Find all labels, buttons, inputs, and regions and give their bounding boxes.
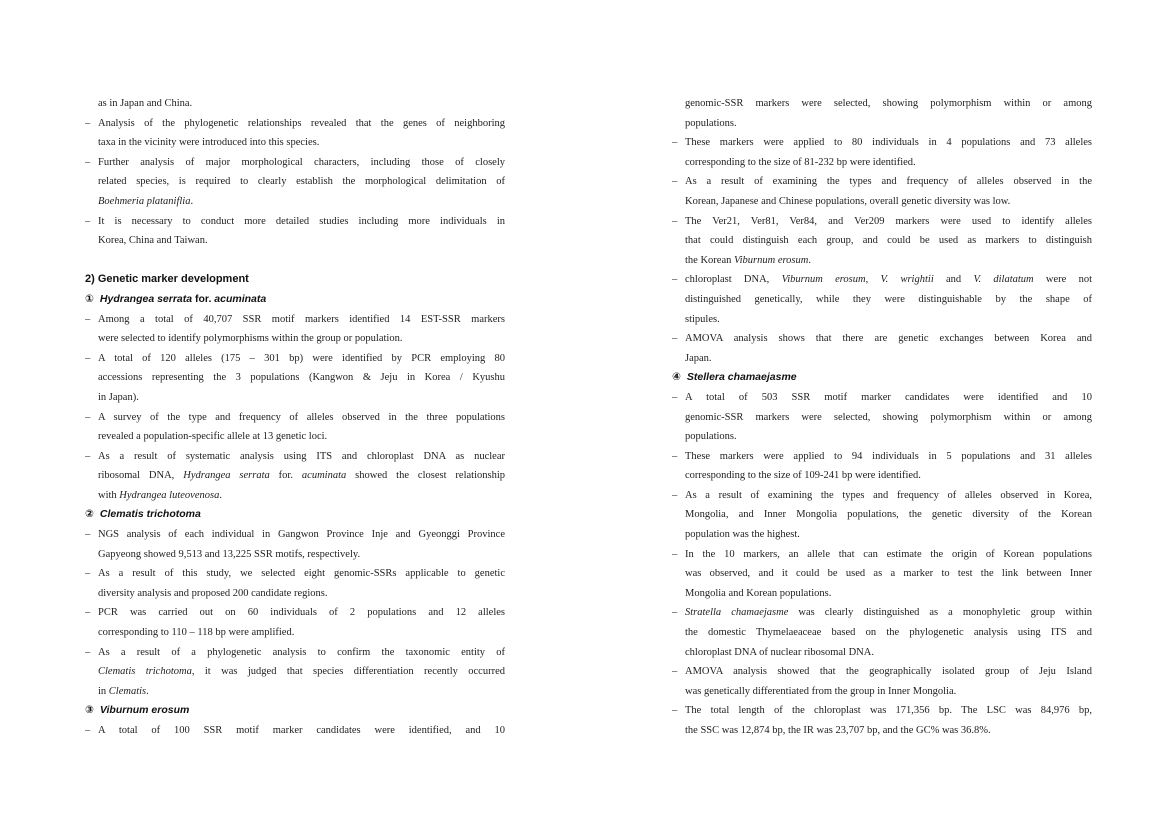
text-span: population was the highest.	[685, 529, 800, 541]
italic-text: Hydrangea luteovenosa	[119, 489, 220, 501]
text-line	[672, 192, 1092, 212]
text-line	[85, 623, 505, 643]
bullet-line	[85, 408, 505, 428]
text-span: Gapyeong showed 9,513 and 13,225 SSR motifs, respectively.	[98, 548, 361, 560]
bullet-line	[672, 662, 1092, 682]
bullet-dash: –	[672, 548, 678, 560]
text-span: related species, is required to clearly establish the morphological delimitation of	[98, 176, 505, 188]
text-line	[672, 349, 1092, 369]
italic-text: acuminata	[301, 470, 347, 482]
bullet-dash: –	[672, 391, 678, 403]
text-line	[672, 584, 1092, 604]
species-subheading	[85, 290, 505, 310]
bullet-dash: –	[85, 117, 91, 129]
text-span: As a result of examining the types and frequency of alleles observed in the	[685, 176, 1092, 188]
italic-text: Viburnum erosum	[781, 274, 866, 286]
text-line	[85, 584, 505, 604]
text-span: that could distinguish each group, and could be used as markers to distinguish	[685, 235, 1092, 247]
text-line	[672, 251, 1092, 271]
text-span: were selected to identify polymorphisms within the group or population.	[98, 333, 403, 345]
text-span: As a result of this study, we selected eight genomic-SSRs applicable to genetic	[98, 568, 505, 580]
text-span: Korea, China and Taiwan.	[98, 235, 208, 247]
text-span: Mongolia, and Inner Mongolia populations, the genetic diversity of the Korean	[685, 509, 1092, 521]
species-subheading	[85, 701, 505, 721]
text-span: As a result of examining the types and frequency of alleles observed in Korea,	[685, 489, 1092, 501]
text-line	[672, 682, 1092, 702]
text-span: A total of 100 SSR motif marker candidates were identified, and 10	[98, 725, 505, 736]
bullet-dash: –	[672, 489, 678, 501]
text-span: as in Japan and China.	[98, 98, 193, 109]
text-line	[672, 310, 1092, 330]
text-line	[85, 545, 505, 565]
text-span: corresponding to 110 – 118 bp were amplified.	[98, 627, 295, 639]
text-line	[85, 192, 505, 212]
section-heading	[85, 270, 505, 290]
text-span: These markers were applied to 80 individuals in 4 populations and 73 alleles	[685, 137, 1092, 149]
text-span: chloroplast DNA of nuclear ribosomal DNA.	[685, 646, 874, 658]
text-span: was observed, and it could be used as a marker to test the link between Inner	[685, 568, 1092, 580]
text-span: NGS analysis of each individual in Gangwon Province Inje and Gyeonggi Province	[98, 529, 505, 541]
text-span: The Ver21, Ver81, Ver84, and Ver209 markers were used to identify alleles	[685, 215, 1092, 227]
italic-text: Hydrangea serrata	[99, 292, 193, 305]
text-span: distinguished genetically, while they were distinguishable by the shape of	[685, 293, 1092, 305]
text-line	[85, 172, 505, 192]
text-span: Among a total of 40,707 SSR motif markers identified 14 EST-SSR markers	[98, 313, 505, 325]
italic-text: Viburnum erosum	[99, 704, 190, 717]
bullet-line	[672, 172, 1092, 192]
text-span: As a result of systematic analysis using ITS and chloroplast DNA as nuclear	[98, 450, 505, 462]
text-line	[672, 525, 1092, 545]
bullet-line	[672, 545, 1092, 565]
bullet-dash: –	[85, 313, 91, 325]
bullet-line	[85, 603, 505, 623]
bullet-line	[85, 212, 505, 232]
text-span: Analysis of the phylogenetic relationships revealed that the genes of neighboring	[98, 117, 505, 129]
italic-text: Hydrangea serrata	[183, 470, 270, 482]
text-span: Japan.	[685, 352, 712, 364]
right-column	[672, 94, 1092, 741]
text-line	[672, 94, 1092, 114]
bullet-line	[672, 133, 1092, 153]
bullet-line	[85, 310, 505, 330]
text-line	[672, 114, 1092, 134]
bullet-line	[85, 525, 505, 545]
text-span: showed the closest relationship	[346, 470, 505, 482]
bullet-dash: –	[672, 176, 678, 188]
text-line	[672, 623, 1092, 643]
text-line	[672, 466, 1092, 486]
subheading-number: ④	[672, 371, 681, 384]
bullet-line	[672, 603, 1092, 623]
bullet-line	[672, 486, 1092, 506]
bullet-dash: –	[672, 607, 678, 619]
text-span: These markers were applied to 94 individuals in 5 populations and 31 alleles	[685, 450, 1092, 462]
text-line	[85, 427, 505, 447]
text-span: The total length of the chloroplast was 171,356 bp. The LSC was 84,976 bp,	[685, 705, 1092, 717]
text-line	[85, 388, 505, 408]
text-span: ,	[865, 274, 881, 286]
text-span: with	[98, 489, 120, 501]
text-span: stipules.	[685, 313, 720, 325]
text-line	[672, 643, 1092, 663]
species-subheading	[672, 368, 1092, 388]
text-span: the Korean	[685, 254, 734, 266]
bullet-line	[672, 388, 1092, 408]
italic-text: Stellera chamaejasme	[686, 371, 797, 384]
text-span: the domestic Thymelaeaceae based on the phylogenetic analysis using ITS and	[685, 627, 1092, 639]
bullet-dash: –	[85, 568, 91, 580]
text-span: A total of 120 alleles (175 – 301 bp) were identified by PCR employing 80	[98, 352, 505, 364]
italic-text: Clematis trichotoma	[98, 666, 192, 678]
italic-text: Clematis trichotoma	[99, 508, 201, 521]
subheading-number: ③	[85, 704, 94, 717]
text-line	[85, 486, 505, 506]
text-span: populations.	[685, 431, 737, 443]
bullet-dash: –	[672, 666, 678, 678]
subheading-number: ①	[85, 292, 94, 305]
text-span: corresponding to the size of 109-241 bp were identified.	[685, 470, 921, 482]
bullet-dash: –	[85, 156, 91, 168]
text-line	[85, 231, 505, 251]
text-span: accessions representing the 3 populations (Kangwon & Jeju in Korea / Kyushu	[98, 372, 505, 384]
bullet-line	[85, 643, 505, 663]
italic-text: Viburnum erosum	[733, 254, 809, 266]
text-line	[85, 133, 505, 153]
blank-line	[85, 251, 505, 271]
italic-text: Clematis	[108, 685, 147, 697]
species-subheading	[85, 505, 505, 525]
bullet-dash: –	[672, 274, 678, 286]
bullet-dash: –	[672, 215, 678, 227]
text-span: Korean, Japanese and Chinese populations, overall genetic diversity was low.	[685, 195, 1011, 207]
text-span: PCR was carried out on 60 individuals of 2 populations and 12 alleles	[98, 607, 505, 619]
bullet-dash: –	[85, 215, 91, 227]
italic-text: V. wrightii	[880, 274, 934, 286]
text-span: Mongolia and Korean populations.	[685, 587, 832, 599]
text-line	[672, 427, 1092, 447]
text-line	[85, 466, 505, 486]
text-line	[672, 153, 1092, 173]
text-span: for.	[192, 292, 215, 305]
text-line	[672, 290, 1092, 310]
italic-text: Boehmeria plataniflia	[98, 195, 191, 207]
italic-text: acuminata	[214, 292, 267, 305]
text-span: in	[98, 685, 109, 697]
text-span: chloroplast DNA,	[685, 274, 782, 286]
bullet-line	[85, 564, 505, 584]
bullet-dash: –	[672, 705, 678, 717]
bullet-line	[672, 270, 1092, 290]
bullet-line	[85, 153, 505, 173]
text-span: was clearly distinguished as a monophyletic group within	[788, 607, 1092, 619]
text-span: genomic-SSR markers were selected, showing polymorphism within or among	[685, 411, 1092, 423]
bullet-dash: –	[672, 137, 678, 149]
text-span: in Japan).	[98, 391, 139, 403]
text-line	[672, 564, 1092, 584]
text-line	[672, 408, 1092, 428]
bullet-dash: –	[85, 411, 91, 423]
text-line	[672, 231, 1092, 251]
bullet-line	[85, 721, 505, 741]
text-span: AMOVA analysis shows that there are genetic exchanges between Korea and	[685, 333, 1092, 345]
text-span: .	[190, 195, 194, 207]
text-line	[85, 682, 505, 702]
text-span: 2) Genetic marker development	[85, 273, 249, 286]
text-line	[85, 94, 505, 114]
text-span: .	[219, 489, 222, 501]
text-span: In the 10 markers, an allele that can estimate the origin of Korean populations	[685, 548, 1092, 560]
text-line	[85, 368, 505, 388]
bullet-dash: –	[85, 450, 91, 462]
bullet-line	[672, 447, 1092, 467]
bullet-line	[85, 349, 505, 369]
text-span: genomic-SSR markers were selected, showing polymorphism within or among	[685, 98, 1092, 109]
text-span: was genetically differentiated from the group in Inner Mongolia.	[685, 685, 957, 697]
text-span: the SSC was 12,874 bp, the IR was 23,707 bp, and the GC% was 36.8%.	[685, 725, 991, 736]
text-span: It is necessary to conduct more detailed studies including more individuals in	[98, 215, 505, 227]
text-span: A total of 503 SSR motif marker candidates were identified and 10	[685, 391, 1092, 403]
italic-text: V. dilatatum	[973, 274, 1034, 286]
text-span: .	[808, 254, 811, 266]
bullet-dash: –	[85, 607, 91, 619]
bullet-line	[672, 701, 1092, 721]
bullet-dash: –	[85, 725, 91, 736]
text-span: As a result of a phylogenetic analysis to confirm the taxonomic entity of	[98, 646, 505, 658]
text-span: and	[933, 274, 974, 286]
text-span: corresponding to the size of 81-232 bp were identified.	[685, 156, 916, 168]
subheading-number: ②	[85, 508, 94, 521]
text-span: , it was judged that species differentiation recently occurred	[191, 666, 505, 678]
bullet-line	[85, 114, 505, 134]
left-column	[85, 94, 505, 741]
text-span: taxa in the vicinity were introduced into this species.	[98, 137, 320, 149]
text-span: A survey of the type and frequency of alleles observed in the three populations	[98, 411, 505, 423]
text-span: ribosomal DNA,	[98, 470, 184, 482]
text-span: Further analysis of major morphological characters, including those of closely	[98, 156, 505, 168]
text-span: populations.	[685, 117, 737, 129]
text-line	[85, 329, 505, 349]
bullet-line	[85, 447, 505, 467]
text-span: for.	[269, 470, 302, 482]
italic-text: Stratella chamaejasme	[685, 607, 789, 619]
bullet-line	[672, 212, 1092, 232]
bullet-dash: –	[85, 529, 91, 541]
bullet-dash: –	[85, 352, 91, 364]
text-span: revealed a population-specific allele at 13 genetic loci.	[98, 431, 328, 443]
text-line	[85, 662, 505, 682]
text-span: were not	[1033, 274, 1092, 286]
text-span: .	[146, 685, 149, 697]
bullet-dash: –	[672, 450, 678, 462]
bullet-line	[672, 329, 1092, 349]
bullet-dash: –	[85, 646, 91, 658]
text-span: AMOVA analysis showed that the geographically isolated group of Jeju Island	[685, 666, 1092, 678]
text-line	[672, 721, 1092, 741]
text-line	[672, 505, 1092, 525]
bullet-dash: –	[672, 333, 678, 345]
text-span: diversity analysis and proposed 200 candidate regions.	[98, 587, 328, 599]
